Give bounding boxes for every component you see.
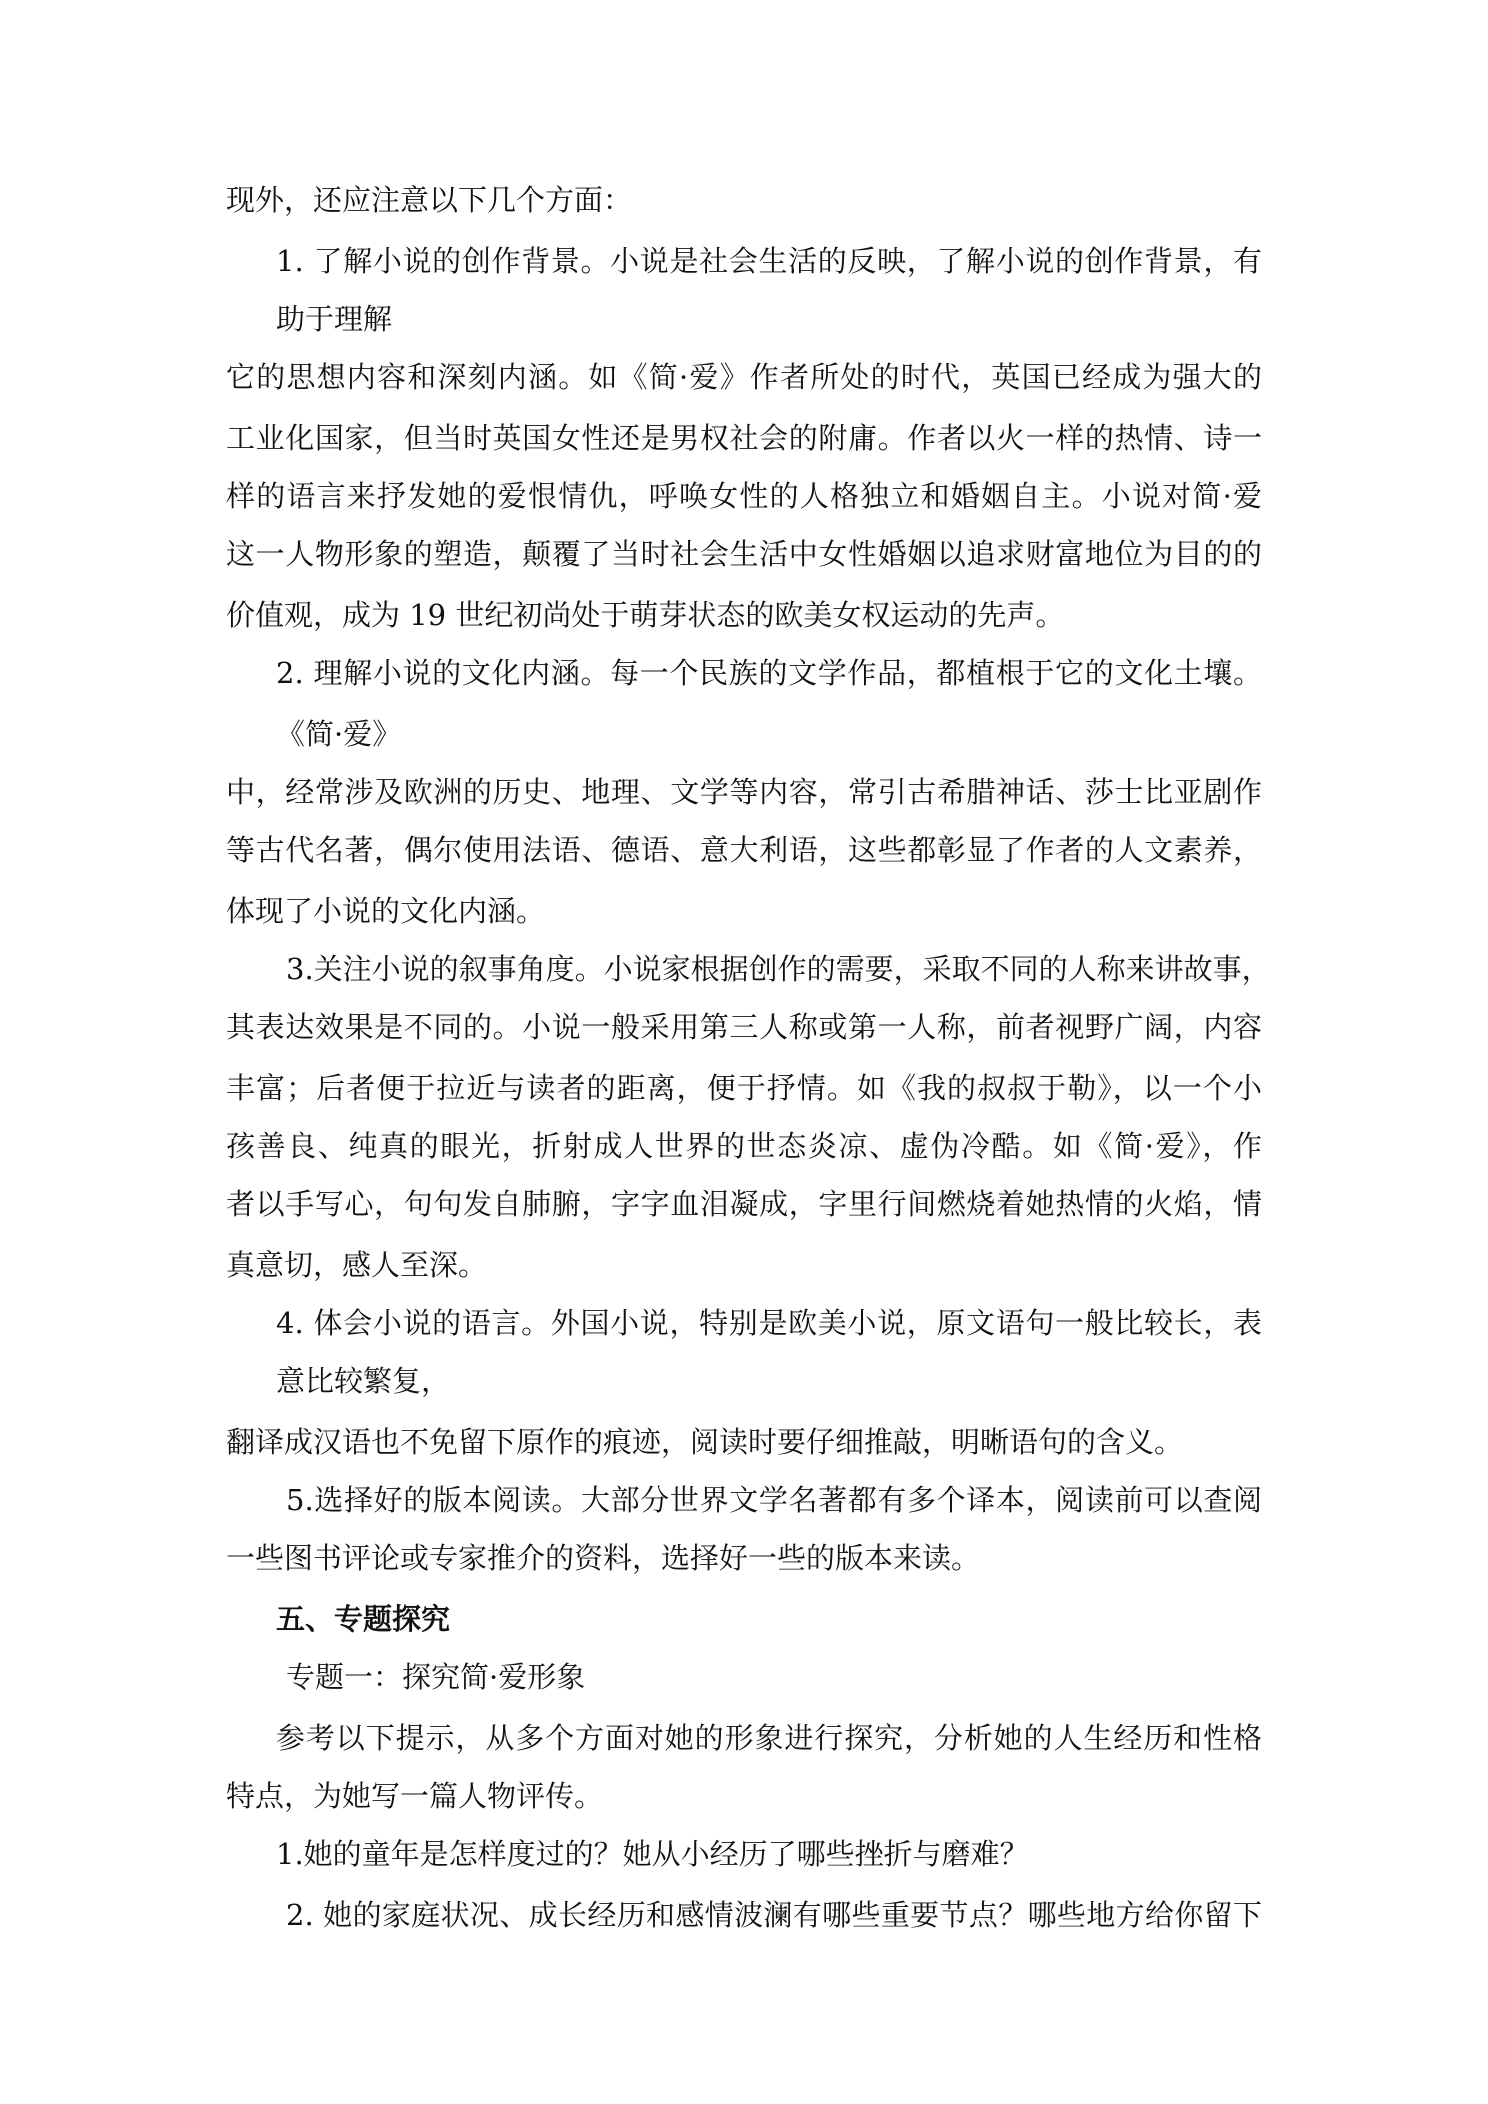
paragraph-line: 者以手写心，句句发自肺腑，字字血泪凝成，字里行间燃烧着她热情的火焰，情 [226,1187,1262,1221]
list-item-5-heading: 5.选择好的版本阅读。大部分世界文学名著都有多个译本，阅读前可以查阅 [286,1483,1262,1517]
paragraph-line: 样的语言来抒发她的爱恨情仇，呼唤女性的人格独立和婚姻自主。小说对简·爱 [226,479,1262,513]
paragraph-line: 丰富；后者便于拉近与读者的距离，便于抒情。如《我的叔叔于勒》，以一个小 [226,1071,1262,1105]
paragraph-line: 特点，为她写一篇人物评传。 [226,1779,604,1813]
paragraph-line: 等古代名著，偶尔使用法语、德语、意大利语，这些都彰显了作者的人文素养， [226,833,1262,867]
topic-heading: 专题一：探究简·爱形象 [286,1660,586,1694]
paragraph-line: 《简·爱》 [276,717,402,751]
list-item-2-heading: 2. 理解小说的文化内涵。每一个民族的文学作品，都植根于它的文化土壤。 [276,656,1262,690]
paragraph-line: 价值观，成为 19 世纪初尚处于萌芽状态的欧美女权运动的先声。 [226,598,1065,632]
paragraph-line: 真意切，感人至深。 [226,1248,488,1282]
list-item-4-heading: 4. 体会小说的语言。外国小说，特别是欧美小说，原文语句一般比较长，表 [276,1306,1262,1340]
paragraph-line: 这一人物形象的塑造，颠覆了当时社会生活中女性婚姻以追求财富地位为目的的 [226,537,1262,571]
paragraph-line: 一些图书评论或专家推介的资料，选择好一些的版本来读。 [226,1541,981,1575]
paragraph-line: 意比较繁复， [276,1364,451,1398]
paragraph-line: 孩善良、纯真的眼光，折射成人世界的世态炎凉、虚伪冷酷。如《简·爱》，作 [226,1129,1262,1163]
list-item-3-heading: 3.关注小说的叙事角度。小说家根据创作的需要，采取不同的人称来讲故事， [286,952,1271,986]
paragraph-line: 体现了小说的文化内涵。 [226,894,546,928]
paragraph-line: 助于理解 [276,302,393,336]
paragraph-line: 现外，还应注意以下几个方面： [226,183,633,217]
paragraph-line: 参考以下提示，从多个方面对她的形象进行探究，分析她的人生经历和性格 [276,1721,1262,1755]
paragraph-line: 翻译成汉语也不免留下原作的痕迹，阅读时要仔细推敲，明晰语句的含义。 [226,1425,1184,1459]
list-item-1-heading: 1. 了解小说的创作背景。小说是社会生活的反映，了解小说的创作背景，有 [276,244,1262,278]
question-2: 2. 她的家庭状况、成长经历和感情波澜有哪些重要节点？哪些地方给你留下 [286,1898,1262,1932]
paragraph-line: 其表达效果是不同的。小说一般采用第三人称或第一人称，前者视野广阔，内容 [226,1010,1262,1044]
paragraph-line: 它的思想内容和深刻内涵。如《简·爱》作者所处的时代，英国已经成为强大的 [226,360,1262,394]
question-1: 1.她的童年是怎样度过的？她从小经历了哪些挫折与磨难？ [276,1837,1029,1871]
paragraph-line: 工业化国家，但当时英国女性还是男权社会的附庸。作者以火一样的热情、诗一 [226,421,1262,455]
section-heading: 五、专题探究 [276,1602,451,1636]
paragraph-line: 中，经常涉及欧洲的历史、地理、文学等内容，常引古希腊神话、莎士比亚剧作 [226,775,1262,809]
